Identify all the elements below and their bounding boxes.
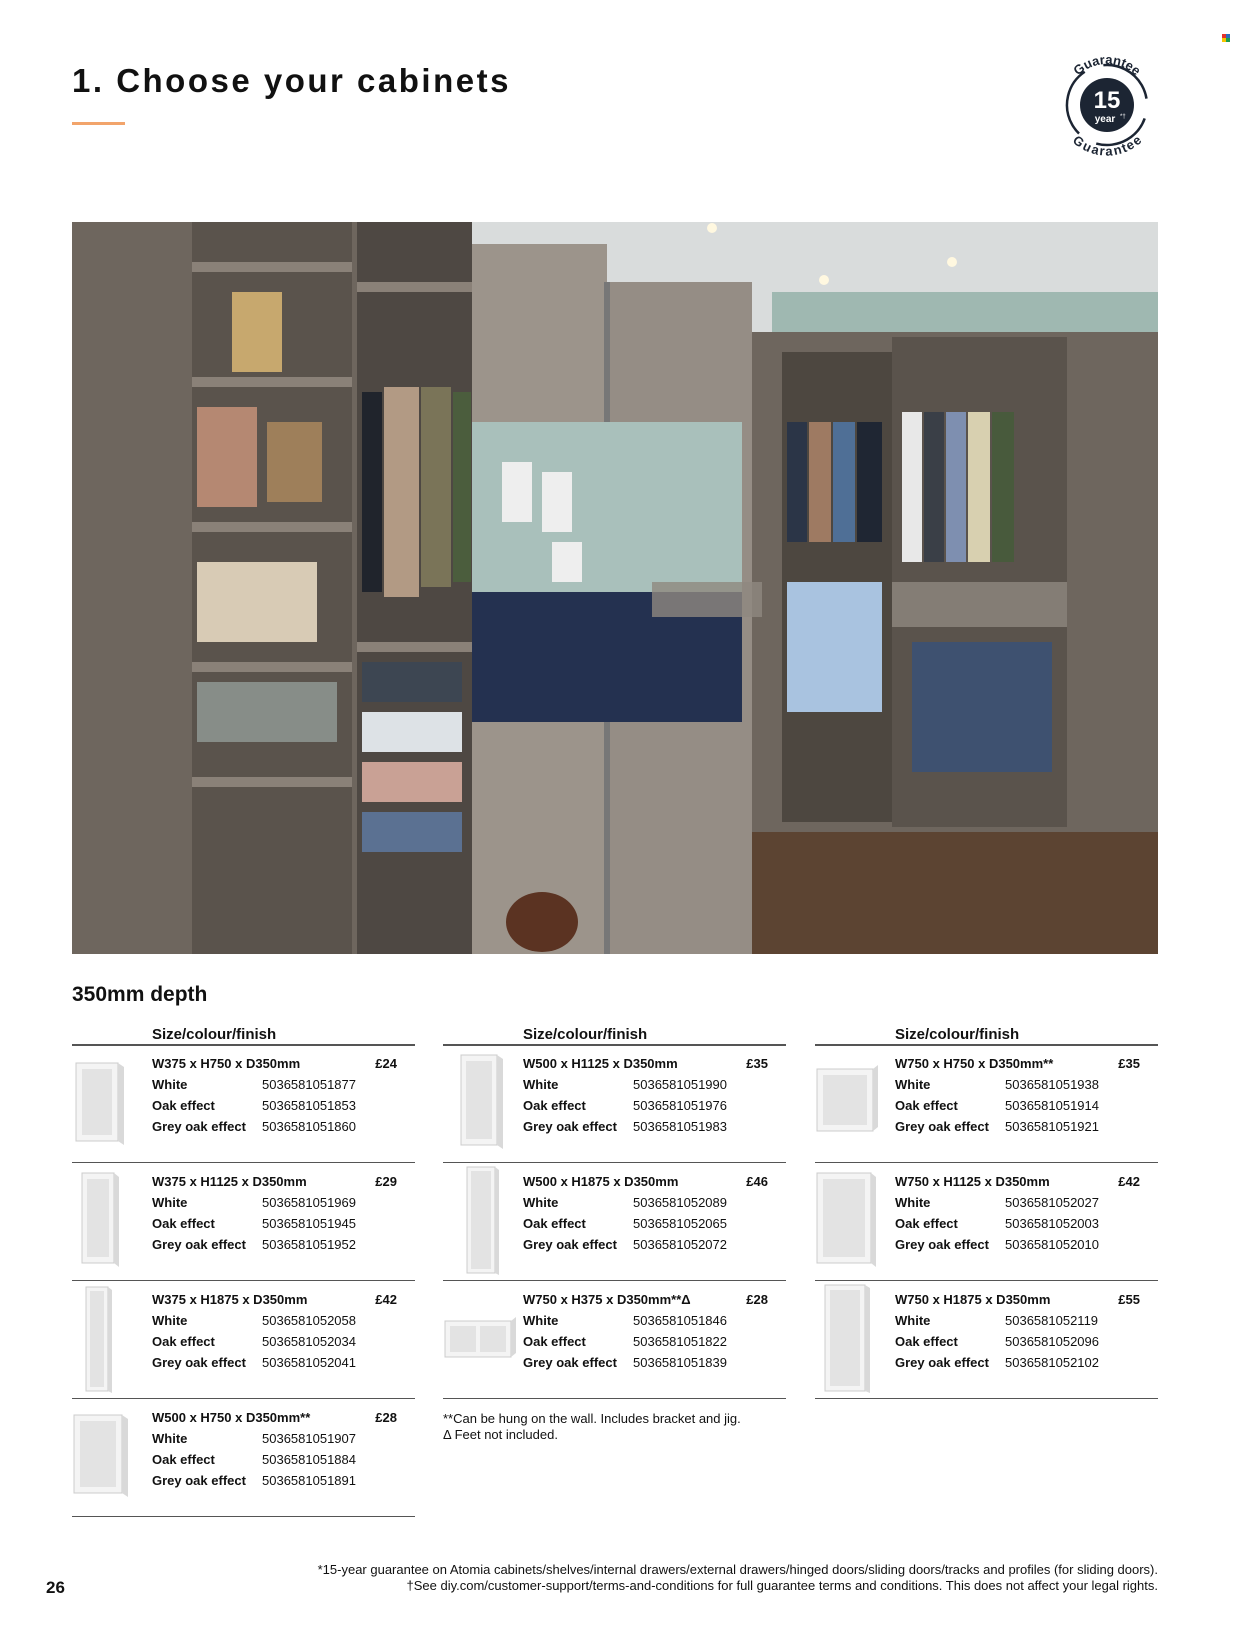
product-size: W750 x H1125 x D350mm: [895, 1174, 1050, 1189]
product-price: £42: [375, 1292, 397, 1307]
product-price: £35: [746, 1056, 768, 1071]
product-price: £42: [1118, 1174, 1140, 1189]
cabinet-image: [815, 1281, 891, 1399]
product-row: [815, 1281, 1158, 1399]
variant-name: White: [523, 1195, 559, 1210]
variant-code: 5036581051914: [1005, 1098, 1099, 1113]
variant-name: Grey oak effect: [523, 1237, 617, 1252]
variant-name: White: [523, 1077, 559, 1092]
variant-code: 5036581051969: [262, 1195, 356, 1210]
brand-dots-icon: [1222, 34, 1230, 42]
footer-guarantee-note: *15-year guarantee on Atomia cabinets/shelves/internal drawers/external drawers/hinged doors/sliding doors/tracks and profiles (for sliding doors).: [317, 1562, 1158, 1577]
product-row: [72, 1281, 415, 1399]
variant-code: 5036581052058: [262, 1313, 356, 1328]
product-size: W750 x H1875 x D350mm: [895, 1292, 1051, 1307]
product-row: [72, 1045, 415, 1163]
variant-name: Grey oak effect: [523, 1119, 617, 1134]
footnote-wall-hung: **Can be hung on the wall. Includes bracket and jig.: [443, 1411, 741, 1426]
variant-code: 5036581052034: [262, 1334, 356, 1349]
variant-code: 5036581051884: [262, 1452, 356, 1467]
cabinet-image: [72, 1163, 148, 1281]
product-row: [72, 1399, 415, 1517]
svg-text:Guarantee: [1070, 132, 1144, 158]
product-price: £24: [375, 1056, 397, 1071]
variant-code: 5036581052119: [1005, 1313, 1099, 1328]
variant-code: 5036581051921: [1005, 1119, 1099, 1134]
variant-code: 5036581051853: [262, 1098, 356, 1113]
cabinet-image: [72, 1045, 148, 1163]
variant-name: Grey oak effect: [152, 1119, 246, 1134]
variant-name: White: [152, 1313, 188, 1328]
variant-code: 5036581052003: [1005, 1216, 1099, 1231]
variant-name: White: [152, 1077, 188, 1092]
variant-code: 5036581052065: [633, 1216, 727, 1231]
variant-name: Grey oak effect: [152, 1355, 246, 1370]
variant-code: 5036581052010: [1005, 1237, 1099, 1252]
variant-name: White: [152, 1431, 188, 1446]
variant-code: 5036581051846: [633, 1313, 727, 1328]
product-row: [815, 1163, 1158, 1281]
variant-code: 5036581051839: [633, 1355, 727, 1370]
variant-code: 5036581052072: [633, 1237, 727, 1252]
variant-code: 5036581051907: [262, 1431, 356, 1446]
section-title: 350mm depth: [72, 983, 208, 1006]
variant-name: Grey oak effect: [152, 1473, 246, 1488]
variant-name: White: [895, 1195, 931, 1210]
variant-code: 5036581051891: [262, 1473, 356, 1488]
variant-code: 5036581052027: [1005, 1195, 1099, 1210]
product-price: £46: [746, 1174, 768, 1189]
cabinet-image: [443, 1045, 519, 1163]
variant-name: White: [895, 1077, 931, 1092]
variant-name: Oak effect: [152, 1098, 215, 1113]
variant-code: 5036581051860: [262, 1119, 356, 1134]
product-size: W750 x H750 x D350mm**: [895, 1056, 1054, 1071]
column-header: Size/colour/finish: [152, 1026, 277, 1043]
divider: [72, 1516, 415, 1518]
variant-name: Oak effect: [895, 1098, 958, 1113]
variant-name: Grey oak effect: [152, 1237, 246, 1252]
guarantee-badge: [1052, 52, 1162, 158]
variant-code: 5036581052096: [1005, 1334, 1099, 1349]
variant-code: 5036581051990: [633, 1077, 727, 1092]
product-row: [72, 1163, 415, 1281]
variant-code: 5036581051938: [1005, 1077, 1099, 1092]
footnote-feet: Δ Feet not included.: [443, 1427, 558, 1442]
variant-name: Oak effect: [523, 1098, 586, 1113]
product-size: W500 x H1125 x D350mm: [523, 1056, 678, 1071]
variant-name: Grey oak effect: [895, 1355, 989, 1370]
product-price: £35: [1118, 1056, 1140, 1071]
variant-code: 5036581051952: [262, 1237, 356, 1252]
variant-name: Grey oak effect: [895, 1237, 989, 1252]
product-size: W375 x H1875 x D350mm: [152, 1292, 308, 1307]
product-price: £28: [746, 1292, 768, 1307]
cabinet-image: [72, 1399, 148, 1517]
variant-name: White: [523, 1313, 559, 1328]
product-price: £55: [1118, 1292, 1140, 1307]
variant-name: Oak effect: [152, 1216, 215, 1231]
product-row: [443, 1163, 786, 1281]
variant-name: Oak effect: [152, 1452, 215, 1467]
variant-name: Grey oak effect: [895, 1119, 989, 1134]
variant-name: Oak effect: [895, 1334, 958, 1349]
column-header: Size/colour/finish: [523, 1026, 648, 1043]
cabinet-image: [72, 1281, 148, 1399]
variant-name: Oak effect: [895, 1216, 958, 1231]
badge-superscript: *†: [1120, 114, 1126, 120]
cabinet-image: [443, 1163, 519, 1281]
page-title: 1. Choose your cabinets: [72, 62, 511, 99]
divider: [443, 1398, 786, 1400]
product-size: W375 x H750 x D350mm: [152, 1056, 301, 1071]
variant-name: White: [152, 1195, 188, 1210]
product-size: W500 x H750 x D350mm**: [152, 1410, 311, 1425]
variant-code: 5036581052041: [262, 1355, 356, 1370]
cabinet-image: [815, 1045, 891, 1163]
variant-code: 5036581051822: [633, 1334, 727, 1349]
wardrobe-photo: [72, 222, 1158, 954]
product-row: [443, 1281, 786, 1399]
variant-code: 5036581052089: [633, 1195, 727, 1210]
variant-name: Oak effect: [152, 1334, 215, 1349]
variant-code: 5036581051945: [262, 1216, 356, 1231]
product-row: [443, 1045, 786, 1163]
product-row: [815, 1045, 1158, 1163]
variant-code: 5036581051983: [633, 1119, 727, 1134]
variant-name: Oak effect: [523, 1334, 586, 1349]
badge-unit: year: [1094, 114, 1116, 125]
variant-name: Grey oak effect: [523, 1355, 617, 1370]
product-size: W375 x H1125 x D350mm: [152, 1174, 307, 1189]
title-accent-rule: [72, 122, 125, 125]
legal-footer: [318, 1562, 1158, 1594]
variant-code: 5036581052102: [1005, 1355, 1099, 1370]
footnotes: [443, 1411, 741, 1443]
svg-text:Guarantee: [1070, 52, 1143, 78]
variant-code: 5036581051976: [633, 1098, 727, 1113]
column-header: Size/colour/finish: [895, 1026, 1020, 1043]
badge-number: 15: [1093, 87, 1121, 114]
product-size: W500 x H1875 x D350mm: [523, 1174, 679, 1189]
cabinet-image: [443, 1281, 519, 1399]
badge-top-text: Guarantee: [1070, 52, 1144, 79]
product-price: £28: [375, 1410, 397, 1425]
variant-code: 5036581051877: [262, 1077, 356, 1092]
cabinet-image: [815, 1163, 891, 1281]
variant-name: Oak effect: [523, 1216, 586, 1231]
product-size: W750 x H375 x D350mm**Δ: [523, 1292, 691, 1307]
product-price: £29: [375, 1174, 397, 1189]
badge-bottom-text: Guarantee: [1070, 132, 1145, 158]
footer-terms-note: †See diy.com/customer-support/terms-and-conditions for full guarantee terms and conditions. This does not affect your legal rights.: [406, 1578, 1158, 1593]
variant-name: White: [895, 1313, 931, 1328]
page-number: 26: [46, 1578, 65, 1597]
divider: [815, 1398, 1158, 1400]
